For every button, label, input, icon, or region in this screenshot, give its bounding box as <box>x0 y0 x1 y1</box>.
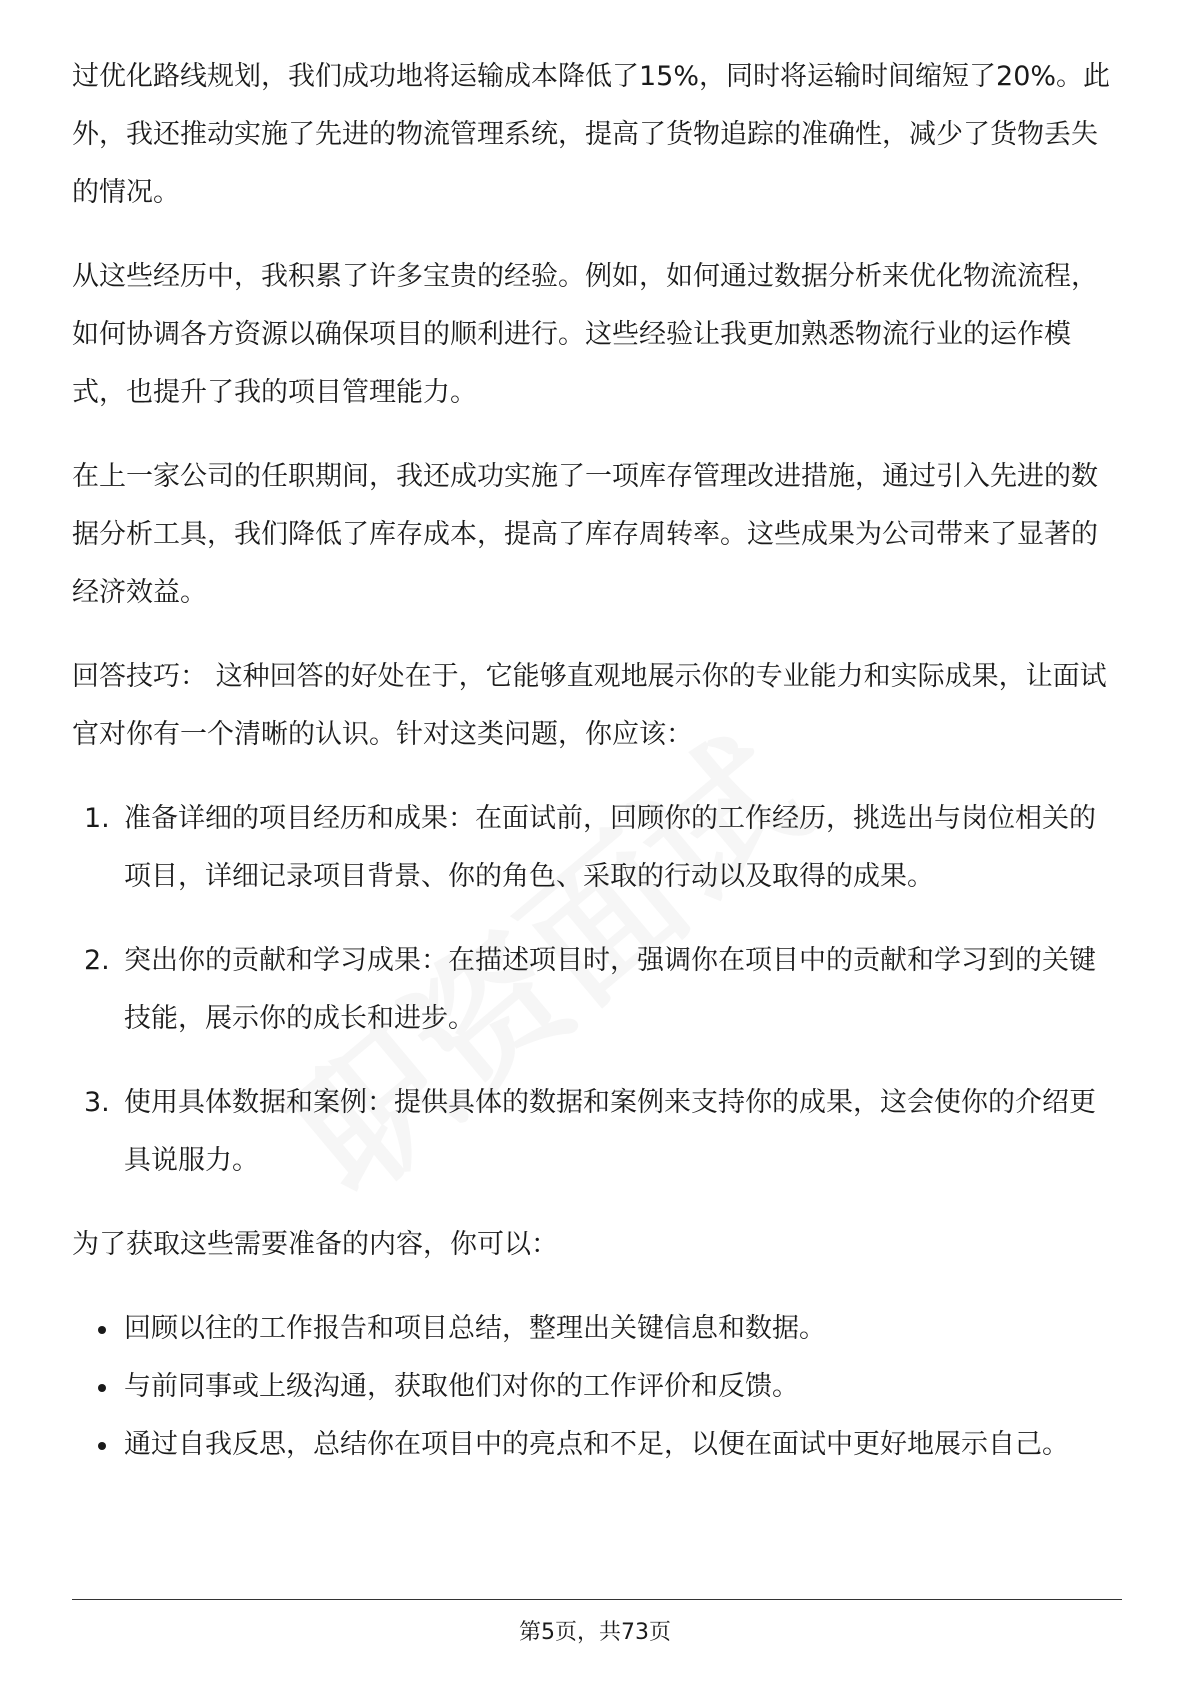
paragraph-3: 在上一家公司的任职期间，我还成功实施了一项库存管理改进措施，通过引入先进的数据分析工具，我们降低了库存成本，提高了库存周转率。这些成果为公司带来了显著的经济效益。 <box>72 461 1098 608</box>
list-item <box>72 1358 1122 1416</box>
page-content <box>72 48 1122 1500</box>
bullet-list <box>72 1300 1122 1474</box>
paragraph-tips: 回答技巧： 这种回答的好处在于，它能够直观地展示你的专业能力和实际成果，让面试官对你有一个清晰的认识。针对这类问题，你应该： <box>72 661 1107 750</box>
list-item-text: 与前同事或上级沟通，获取他们对你的工作评价和反馈。 <box>124 1371 799 1402</box>
list-number: 3. <box>84 1087 110 1118</box>
bullet-icon <box>98 1326 106 1334</box>
list-number: 1. <box>84 803 110 834</box>
list-item-text: 通过自我反思，总结你在项目中的亮点和不足，以便在面试中更好地展示自己。 <box>124 1429 1069 1460</box>
paragraph-1: 过优化路线规划，我们成功地将运输成本降低了15%，同时将运输时间缩短了20%。此外，我还推动实施了先进的物流管理系统，提高了货物追踪的准确性，减少了货物丢失的情况。 <box>72 61 1111 208</box>
list-item-text: 使用具体数据和案例：提供具体的数据和案例来支持你的成果，这会使你的介绍更具说服力。 <box>124 1087 1096 1176</box>
list-item <box>72 1074 1122 1190</box>
paragraph-2: 从这些经历中，我积累了许多宝贵的经验。例如，如何通过数据分析来优化物流流程，如何协调各方资源以确保项目的顺利进行。这些经验让我更加熟悉物流行业的运作模式，也提升了我的项目管理能力。 <box>72 261 1098 408</box>
list-item <box>72 932 1122 1048</box>
list-item <box>72 1300 1122 1358</box>
bullet-icon <box>98 1384 106 1392</box>
list-item-text: 准备详细的项目经历和成果：在面试前，回顾你的工作经历，挑选出与岗位相关的项目，详细记录项目背景、你的角色、采取的行动以及取得的成果。 <box>124 803 1096 892</box>
footer-divider <box>72 1599 1122 1600</box>
numbered-list <box>72 790 1122 1190</box>
list-item-text: 回顾以往的工作报告和项目总结，整理出关键信息和数据。 <box>124 1313 826 1344</box>
list-item <box>72 790 1122 906</box>
list-item-text: 突出你的贡献和学习成果：在描述项目时，强调你在项目中的贡献和学习到的关键技能，展示你的成长和进步。 <box>124 945 1096 1034</box>
bullet-icon <box>98 1442 106 1450</box>
intro-text: 为了获取这些需要准备的内容，你可以： <box>72 1229 558 1260</box>
list-number: 2. <box>84 945 110 976</box>
list-item <box>72 1416 1122 1474</box>
page-number: 第5页，共73页 <box>519 1620 671 1645</box>
